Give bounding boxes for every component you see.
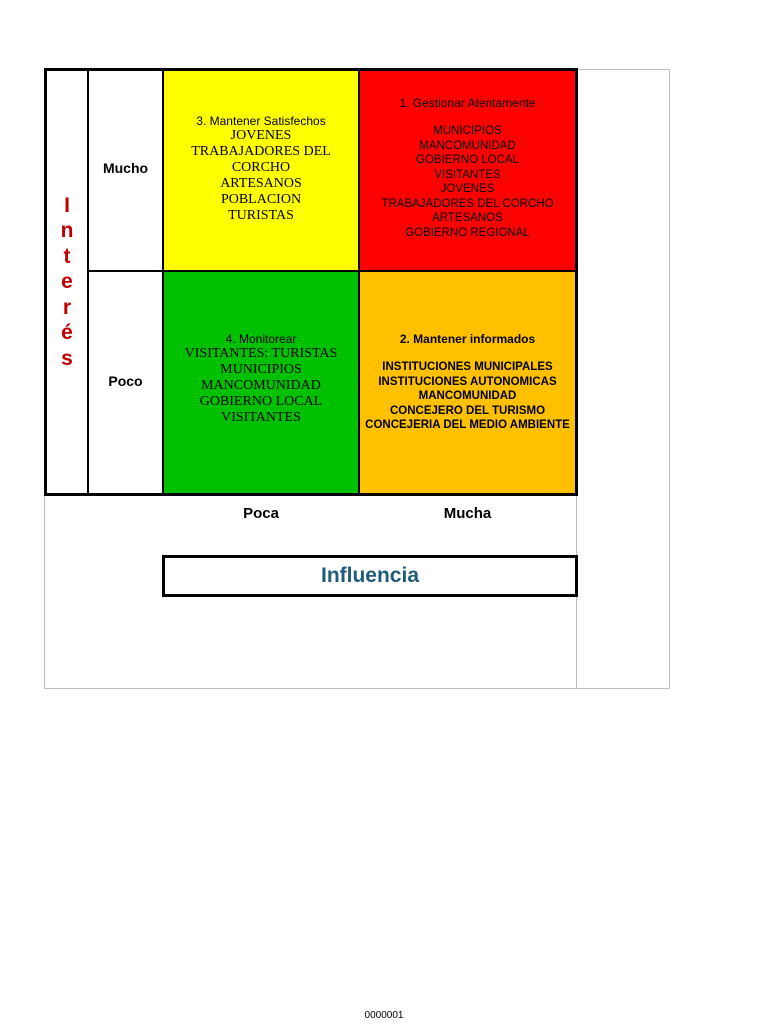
column-label-low-influence: Poca: [243, 505, 279, 522]
list-item: INSTITUCIONES AUTONOMICAS: [378, 375, 557, 388]
list-item: CONCEJERO DEL TURISMO: [389, 404, 546, 417]
list-item: TURISTAS: [228, 208, 294, 223]
list-item: VISITANTES: TURISTAS: [184, 346, 338, 361]
list-item: ARTESANOS: [432, 212, 503, 224]
grid-line: [162, 71, 164, 493]
list-item: INSTITUCIONES MUNICIPALES: [382, 361, 553, 373]
influence-axis-title: [162, 555, 578, 597]
list-item: MANCOMUNIDAD: [201, 378, 321, 393]
axis-letter: t: [63, 244, 71, 268]
row-label-low-interest: Poco: [108, 373, 143, 389]
axis-letter: s: [61, 346, 73, 370]
list-item: ARTESANOS: [220, 176, 302, 191]
list-item: JOVENES: [440, 183, 495, 195]
list-item: JOVENES: [230, 128, 292, 143]
list-item: TRABAJADORES DEL CORCHO: [381, 197, 554, 210]
interest-axis-label: [47, 71, 87, 493]
list-item: GOBIERNO LOCAL: [199, 394, 323, 409]
grid-line: [87, 71, 89, 493]
list-item: GOBIERNO REGIONAL: [405, 226, 530, 239]
list-item: MANCOMUNIDAD: [418, 390, 517, 402]
list-item: TRABAJADORES DEL: [191, 144, 331, 159]
row-label-high-interest: Mucho: [102, 160, 149, 176]
column-label-high-influence: Mucha: [443, 505, 492, 522]
axis-letter: n: [60, 219, 74, 243]
axis-letter: e: [61, 270, 73, 294]
list-item: MUNICIPIOS: [220, 362, 302, 377]
quadrant-title: 4. Monitorear: [225, 332, 297, 346]
axis-letter: é: [61, 321, 73, 345]
list-item: MANCOMUNIDAD: [419, 139, 516, 152]
quadrant-title: 3. Mantener Satisfechos: [196, 114, 326, 128]
influence-title-text: Influencia: [320, 564, 420, 587]
axis-letter: I: [64, 193, 70, 217]
list-item: POBLACION: [220, 192, 302, 207]
axis-letter: r: [62, 295, 72, 319]
list-item: CORCHO: [231, 160, 291, 175]
page-footer-code: 0000001: [364, 1010, 404, 1021]
quadrant-title: 1. Gestionar Atentamente: [399, 96, 536, 110]
grid-line: [89, 270, 575, 272]
matrix-border: [44, 68, 578, 496]
list-item: CONCEJERIA DEL MEDIO AMBIENTE: [365, 419, 570, 431]
quadrant-title: 2. Mantener informados: [399, 332, 536, 346]
list-item: GOBIERNO LOCAL: [416, 154, 519, 166]
list-item: VISITANTES: [434, 168, 501, 181]
list-item: MUNICIPIOS: [433, 125, 502, 137]
list-item: VISITANTES: [221, 410, 301, 425]
grid-line: [358, 71, 360, 493]
